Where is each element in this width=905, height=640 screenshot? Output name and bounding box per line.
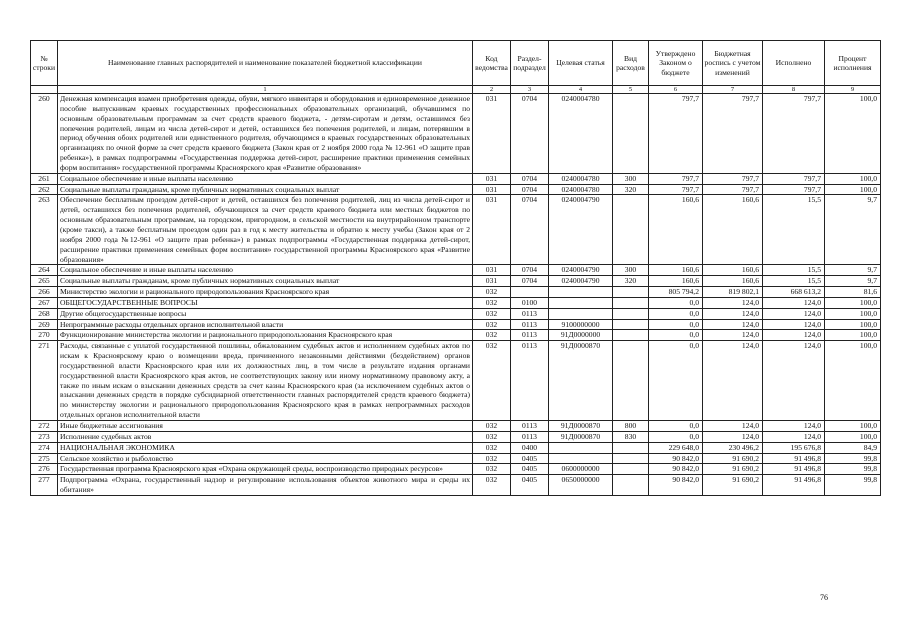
header-cell: № строки (31, 41, 58, 86)
column-number (31, 86, 58, 94)
approved-amount: 0,0 (649, 431, 703, 442)
table-row (31, 173, 881, 184)
row-number: 266 (31, 287, 58, 298)
budget-schedule-amount: 160,6 (703, 265, 763, 276)
budget-schedule-amount: 91 690,2 (703, 475, 763, 496)
department-code: 032 (473, 308, 511, 319)
row-number: 267 (31, 297, 58, 308)
approved-amount: 0,0 (649, 297, 703, 308)
row-number: 271 (31, 341, 58, 421)
budget-schedule-amount: 124,0 (703, 297, 763, 308)
approved-amount: 90 842,0 (649, 475, 703, 496)
row-description: Социальные выплаты гражданам, кроме публичных нормативных социальных выплат (58, 276, 473, 287)
target-article (549, 297, 613, 308)
execution-percent: 100,0 (825, 173, 881, 184)
row-description: Денежная компенсация взамен приобретения одежды, обуви, мягкого инвентаря и оборудования и единовременное денежное пособие выпускникам краевых государственных профессиональных образовательных организаций, обучавшимся по основным образовательным программам за счет средств краевого бюджета, - детям-сиротам и детям, оставшимся без попечения родителей, лицам из числа детей-сирот и детей, оставшихся без попечения родителей, и лицам, потерявшим в период обучения обоих родителей или единственного родителя, обучающимся в краевых государственных образовательных организациях по очной форме за счет средств краевого бюджета (Закон края от 2 ноября 2000 года № 12-961 «О защите прав ребенка»), в рамках подпрограммы «Государственная поддержка детей-сирот, расширение практики применения семейных форм воспитания» государственной программы Красноярского края «Развитие образования» (58, 94, 473, 174)
approved-amount: 160,6 (649, 276, 703, 287)
row-number: 268 (31, 308, 58, 319)
approved-amount: 90 842,0 (649, 464, 703, 475)
department-code: 032 (473, 453, 511, 464)
executed-amount: 91 496,8 (763, 464, 825, 475)
executed-amount: 15,5 (763, 265, 825, 276)
department-code: 032 (473, 287, 511, 298)
row-description: Социальное обеспечение и иные выплаты населению (58, 173, 473, 184)
expense-type: 300 (613, 173, 649, 184)
row-number: 263 (31, 195, 58, 265)
approved-amount: 0,0 (649, 341, 703, 421)
target-article: 91Д0000870 (549, 421, 613, 432)
budget-schedule-amount: 230 496,2 (703, 442, 763, 453)
column-number: 2 (473, 86, 511, 94)
section-code: 0400 (511, 442, 549, 453)
header-cell: Вид расходов (613, 41, 649, 86)
executed-amount: 91 496,8 (763, 453, 825, 464)
table-row (31, 287, 881, 298)
row-description: Непрограммные расходы отдельных органов исполнительной власти (58, 319, 473, 330)
executed-amount: 124,0 (763, 297, 825, 308)
row-number: 262 (31, 184, 58, 195)
department-code: 032 (473, 431, 511, 442)
row-number: 275 (31, 453, 58, 464)
table-row (31, 341, 881, 421)
department-code: 032 (473, 341, 511, 421)
department-code: 031 (473, 94, 511, 174)
execution-percent: 100,0 (825, 319, 881, 330)
table-row (31, 431, 881, 442)
execution-percent: 99,8 (825, 453, 881, 464)
table-row (31, 464, 881, 475)
approved-amount: 797,7 (649, 94, 703, 174)
target-article (549, 308, 613, 319)
department-code: 031 (473, 276, 511, 287)
section-code: 0704 (511, 195, 549, 265)
approved-amount: 0,0 (649, 319, 703, 330)
target-article: 91Д0000000 (549, 330, 613, 341)
header-cell: Код ведомства (473, 41, 511, 86)
expense-type (613, 475, 649, 496)
row-description: Подпрограмма «Охрана, государственный надзор и регулирование использования объектов животного мира и среды их обитания» (58, 475, 473, 496)
approved-amount: 0,0 (649, 421, 703, 432)
row-description: Государственная программа Красноярского края «Охрана окружающей среды, воспроизводство природных ресурсов» (58, 464, 473, 475)
section-code: 0704 (511, 184, 549, 195)
header-cell: Целевая статья (549, 41, 613, 86)
table-row (31, 276, 881, 287)
column-number: 7 (703, 86, 763, 94)
row-number: 264 (31, 265, 58, 276)
table-row (31, 184, 881, 195)
approved-amount: 797,7 (649, 184, 703, 195)
section-code: 0113 (511, 341, 549, 421)
execution-percent: 9,7 (825, 195, 881, 265)
department-code: 032 (473, 475, 511, 496)
expense-type (613, 195, 649, 265)
column-number: 3 (511, 86, 549, 94)
execution-percent: 84,9 (825, 442, 881, 453)
section-code: 0405 (511, 475, 549, 496)
expense-type (613, 341, 649, 421)
section-code: 0113 (511, 421, 549, 432)
budget-schedule-amount: 124,0 (703, 421, 763, 432)
approved-amount: 797,7 (649, 173, 703, 184)
expense-type (613, 442, 649, 453)
header-cell: Наименование главных распорядителей и наименование показателей бюджетной классификации (58, 41, 473, 86)
row-number: 260 (31, 94, 58, 174)
department-code: 031 (473, 184, 511, 195)
table-row (31, 475, 881, 496)
executed-amount: 15,5 (763, 276, 825, 287)
expense-type: 320 (613, 184, 649, 195)
section-code: 0100 (511, 297, 549, 308)
budget-schedule-amount: 124,0 (703, 319, 763, 330)
table-body (31, 94, 881, 496)
execution-percent: 100,0 (825, 184, 881, 195)
department-code: 032 (473, 319, 511, 330)
executed-amount: 124,0 (763, 330, 825, 341)
row-description: НАЦИОНАЛЬНАЯ ЭКОНОМИКА (58, 442, 473, 453)
expense-type: 830 (613, 431, 649, 442)
row-number: 261 (31, 173, 58, 184)
budget-report-sheet (30, 40, 880, 496)
expense-type: 800 (613, 421, 649, 432)
row-description: Министерство экологии и рационального природопользования Красноярского края (58, 287, 473, 298)
section-code: 0113 (511, 308, 549, 319)
section-code (511, 287, 549, 298)
table-row (31, 319, 881, 330)
department-code: 032 (473, 442, 511, 453)
execution-percent: 100,0 (825, 330, 881, 341)
target-article (549, 287, 613, 298)
department-code: 032 (473, 330, 511, 341)
target-article: 0240004780 (549, 94, 613, 174)
table-row (31, 453, 881, 464)
table-row (31, 94, 881, 174)
header-cell: Утверждено Законом о бюджете (649, 41, 703, 86)
header-cell: Исполнено (763, 41, 825, 86)
execution-percent: 100,0 (825, 421, 881, 432)
budget-table (30, 40, 881, 496)
execution-percent: 81,6 (825, 287, 881, 298)
row-description: Социальные выплаты гражданам, кроме публичных нормативных социальных выплат (58, 184, 473, 195)
executed-amount: 124,0 (763, 308, 825, 319)
department-code: 031 (473, 173, 511, 184)
target-article: 0240004790 (549, 195, 613, 265)
row-number: 272 (31, 421, 58, 432)
budget-schedule-amount: 124,0 (703, 308, 763, 319)
row-number: 270 (31, 330, 58, 341)
target-article: 0240004790 (549, 265, 613, 276)
approved-amount: 0,0 (649, 308, 703, 319)
table-row (31, 195, 881, 265)
executed-amount: 797,7 (763, 184, 825, 195)
approved-amount: 90 842,0 (649, 453, 703, 464)
execution-percent: 9,7 (825, 265, 881, 276)
page-number: 76 (820, 593, 828, 602)
row-description: Сельское хозяйство и рыболовство (58, 453, 473, 464)
expense-type (613, 330, 649, 341)
expense-type (613, 297, 649, 308)
execution-percent: 100,0 (825, 308, 881, 319)
execution-percent: 100,0 (825, 341, 881, 421)
executed-amount: 797,7 (763, 173, 825, 184)
column-number-row (31, 86, 881, 94)
column-number: 1 (58, 86, 473, 94)
target-article: 91Д0000870 (549, 431, 613, 442)
approved-amount: 160,6 (649, 195, 703, 265)
row-description: Функционирование министерства экологии и рационального природопользования Красноярского края (58, 330, 473, 341)
executed-amount: 668 613,2 (763, 287, 825, 298)
target-article: 0240004780 (549, 184, 613, 195)
section-code: 0113 (511, 431, 549, 442)
executed-amount: 124,0 (763, 431, 825, 442)
expense-type (613, 453, 649, 464)
table-row (31, 442, 881, 453)
execution-percent: 9,7 (825, 276, 881, 287)
budget-schedule-amount: 797,7 (703, 184, 763, 195)
execution-percent: 100,0 (825, 431, 881, 442)
budget-schedule-amount: 797,7 (703, 173, 763, 184)
column-number: 6 (649, 86, 703, 94)
row-description: Обеспечение бесплатным проездом детей-сирот и детей, оставшихся без попечения родителей, лиц из числа детей-сирот и детей, оставшихся без попечения родителей, обучающихся за счет средств краевого бюджета или местных бюджетов по основным образовательным программам, на городском, пригородном, в сельской местности на внутрирайонном транспорте (кроме такси), а также бесплатным проездом один раз в год к месту жительства и обратно к месту учебы (Закон края от 2 ноября 2000 года №12-961 «О защите прав ребенка») в рамках подпрограммы «Государственная поддержка детей-сирот, расширение практики применения семейных форм воспитания» государственной программы Красноярского края «Развитие образования» (58, 195, 473, 265)
row-number: 265 (31, 276, 58, 287)
section-code: 0704 (511, 276, 549, 287)
expense-type (613, 319, 649, 330)
section-code: 0113 (511, 330, 549, 341)
section-code: 0704 (511, 265, 549, 276)
budget-schedule-amount: 160,6 (703, 276, 763, 287)
budget-schedule-amount: 124,0 (703, 341, 763, 421)
header-cell: Процент исполнения (825, 41, 881, 86)
expense-type (613, 464, 649, 475)
row-description: Расходы, связанные с уплатой государственной пошлины, обжалованием судебных актов и исполнением судебных актов по искам к Красноярскому краю о возмещении вреда, причиненного незаконными действиями (бездействием) органов государственной власти Красноярского края или их должностных лиц, в том числе в результате издания органами государственной власти Красноярского края актов, не соответствующих закону или иному нормативному правовому акту, а также по иным искам о взыскании денежных средств за счет казны Красноярского края (за исключением судебных актов о взыскании денежных средств в порядке субсидиарной ответственности главных распорядителей средств краевого бюджета) по министерству экологии и рационального природопользования Красноярского края в рамках непрограммных расходов отдельных органов исполнительной власти (58, 341, 473, 421)
row-number: 269 (31, 319, 58, 330)
department-code: 031 (473, 195, 511, 265)
execution-percent: 100,0 (825, 94, 881, 174)
execution-percent: 100,0 (825, 297, 881, 308)
table-row (31, 265, 881, 276)
expense-type (613, 308, 649, 319)
header-cell: Бюджетная роспись с учетом изменений (703, 41, 763, 86)
executed-amount: 15,5 (763, 195, 825, 265)
executed-amount: 124,0 (763, 319, 825, 330)
budget-schedule-amount: 160,6 (703, 195, 763, 265)
row-description: ОБЩЕГОСУДАРСТВЕННЫЕ ВОПРОСЫ (58, 297, 473, 308)
execution-percent: 99,8 (825, 464, 881, 475)
section-code: 0405 (511, 464, 549, 475)
expense-type: 320 (613, 276, 649, 287)
executed-amount: 124,0 (763, 421, 825, 432)
table-row (31, 330, 881, 341)
row-description: Исполнение судебных актов (58, 431, 473, 442)
approved-amount: 0,0 (649, 330, 703, 341)
target-article: 0650000000 (549, 475, 613, 496)
execution-percent: 99,8 (825, 475, 881, 496)
department-code: 032 (473, 421, 511, 432)
expense-type (613, 94, 649, 174)
approved-amount: 160,6 (649, 265, 703, 276)
column-number: 9 (825, 86, 881, 94)
table-header-row (31, 41, 881, 86)
row-number: 273 (31, 431, 58, 442)
section-code: 0113 (511, 319, 549, 330)
budget-schedule-amount: 124,0 (703, 330, 763, 341)
budget-schedule-amount: 797,7 (703, 94, 763, 174)
executed-amount: 797,7 (763, 94, 825, 174)
column-number: 8 (763, 86, 825, 94)
column-number: 5 (613, 86, 649, 94)
row-description: Социальное обеспечение и иные выплаты населению (58, 265, 473, 276)
target-article: 0600000000 (549, 464, 613, 475)
row-number: 274 (31, 442, 58, 453)
approved-amount: 805 794,2 (649, 287, 703, 298)
expense-type: 300 (613, 265, 649, 276)
target-article: 0240004790 (549, 276, 613, 287)
executed-amount: 124,0 (763, 341, 825, 421)
header-cell: Раздел-подраздел (511, 41, 549, 86)
row-number: 276 (31, 464, 58, 475)
expense-type (613, 287, 649, 298)
target-article: 9100000000 (549, 319, 613, 330)
table-row (31, 421, 881, 432)
target-article (549, 442, 613, 453)
department-code: 032 (473, 464, 511, 475)
column-number: 4 (549, 86, 613, 94)
row-description: Другие общегосударственные вопросы (58, 308, 473, 319)
section-code: 0405 (511, 453, 549, 464)
budget-schedule-amount: 91 690,2 (703, 464, 763, 475)
section-code: 0704 (511, 173, 549, 184)
row-number: 277 (31, 475, 58, 496)
department-code: 032 (473, 297, 511, 308)
table-row (31, 308, 881, 319)
budget-schedule-amount: 819 802,1 (703, 287, 763, 298)
table-row (31, 297, 881, 308)
approved-amount: 229 648,0 (649, 442, 703, 453)
row-description: Иные бюджетные ассигнования (58, 421, 473, 432)
budget-schedule-amount: 91 690,2 (703, 453, 763, 464)
executed-amount: 91 496,8 (763, 475, 825, 496)
target-article: 91Д0000870 (549, 341, 613, 421)
target-article: 0240004780 (549, 173, 613, 184)
executed-amount: 195 676,8 (763, 442, 825, 453)
section-code: 0704 (511, 94, 549, 174)
budget-schedule-amount: 124,0 (703, 431, 763, 442)
target-article (549, 453, 613, 464)
department-code: 031 (473, 265, 511, 276)
